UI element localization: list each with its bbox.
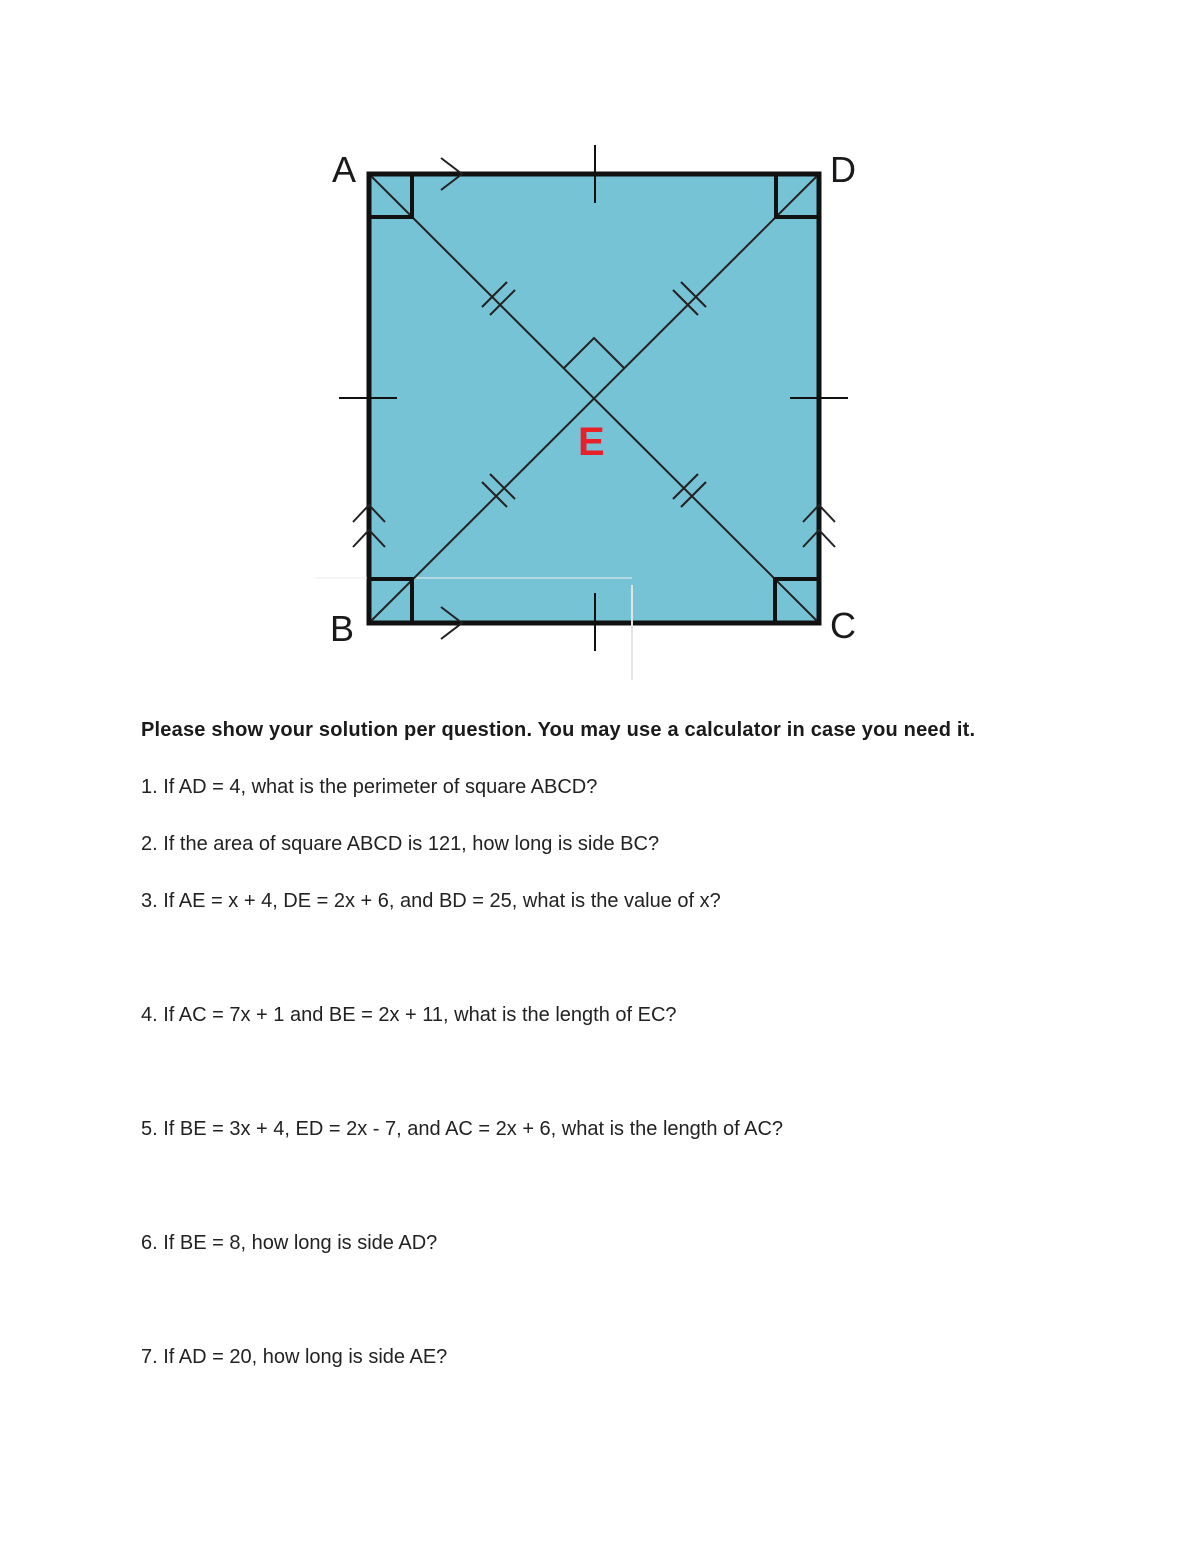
question-7: 7. If AD = 20, how long is side AE? (141, 1346, 448, 1368)
question-1: 1. If AD = 4, what is the perimeter of square ABCD? (141, 776, 598, 798)
vertex-label-c: C (830, 605, 856, 646)
question-3: 3. If AE = x + 4, DE = 2x + 6, and BD = 25, what is the value of x? (141, 890, 721, 912)
vertex-label-a: A (332, 149, 357, 190)
center-label-e: E (578, 420, 605, 464)
vertex-label-d: D (830, 149, 856, 190)
question-6: 6. If BE = 8, how long is side AD? (141, 1232, 438, 1254)
instructions: Please show your solution per question. You may use a calculator in case you need it. (141, 719, 976, 741)
question-2: 2. If the area of square ABCD is 121, how long is side BC? (141, 833, 660, 855)
question-4: 4. If AC = 7x + 1 and BE = 2x + 11, what is the length of EC? (141, 1004, 677, 1026)
vertex-label-b: B (330, 608, 355, 649)
square-abcd-diagram (0, 0, 1200, 700)
question-5: 5. If BE = 3x + 4, ED = 2x - 7, and AC = 2x + 6, what is the length of AC? (141, 1118, 784, 1140)
